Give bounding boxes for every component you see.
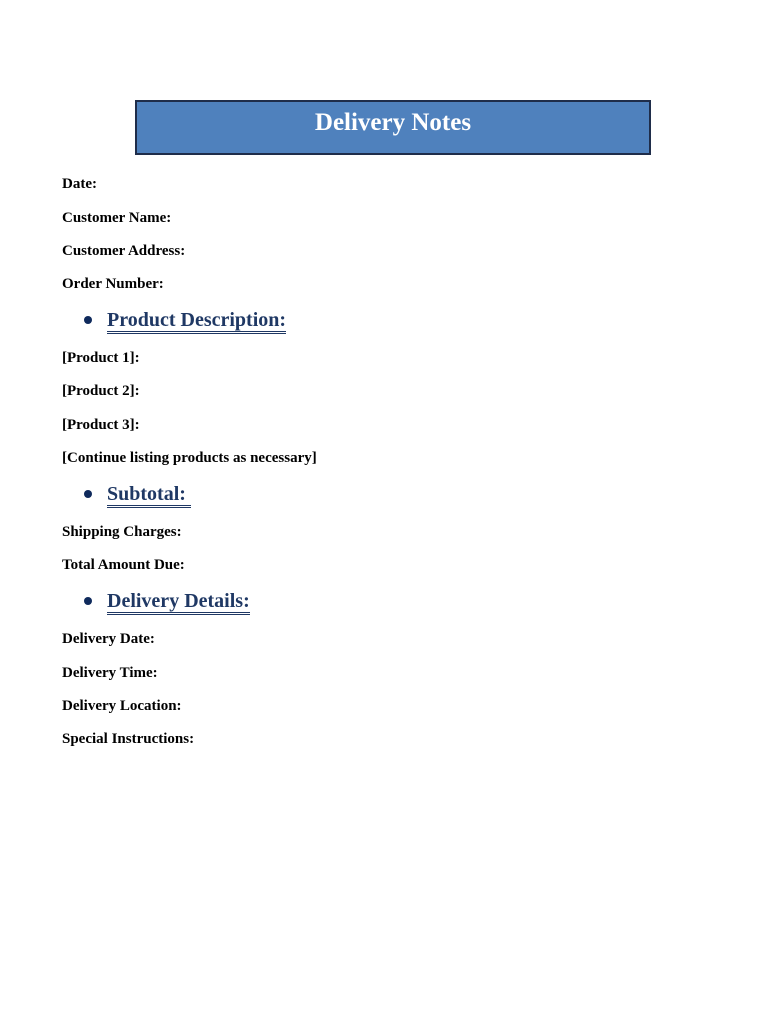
delivery-date-label: Delivery Date:	[62, 631, 155, 647]
product-2-label: [Product 2]:	[62, 383, 140, 399]
product-description-heading: Product Description:	[107, 309, 286, 334]
bullet-icon	[84, 597, 92, 605]
delivery-location-label: Delivery Location:	[62, 698, 182, 714]
date-label: Date:	[62, 176, 97, 192]
delivery-details-heading: Delivery Details:	[107, 590, 250, 615]
special-instructions-label: Special Instructions:	[62, 731, 195, 747]
document-title: Delivery Notes	[314, 109, 472, 136]
customer-name-label: Customer Name:	[62, 210, 172, 226]
title-banner	[135, 100, 651, 155]
bullet-icon	[84, 316, 92, 324]
subtotal-heading: Subtotal:	[107, 483, 191, 508]
bullet-icon	[84, 490, 92, 498]
order-number-label: Order Number:	[62, 276, 164, 292]
shipping-charges-label: Shipping Charges:	[62, 524, 182, 540]
customer-address-label: Customer Address:	[62, 243, 186, 259]
product-1-label: [Product 1]:	[62, 350, 140, 366]
total-amount-due-label: Total Amount Due:	[62, 557, 185, 573]
delivery-time-label: Delivery Time:	[62, 665, 158, 681]
product-3-label: [Product 3]:	[62, 417, 140, 433]
continue-listing-label: [Continue listing products as necessary]	[62, 450, 317, 466]
